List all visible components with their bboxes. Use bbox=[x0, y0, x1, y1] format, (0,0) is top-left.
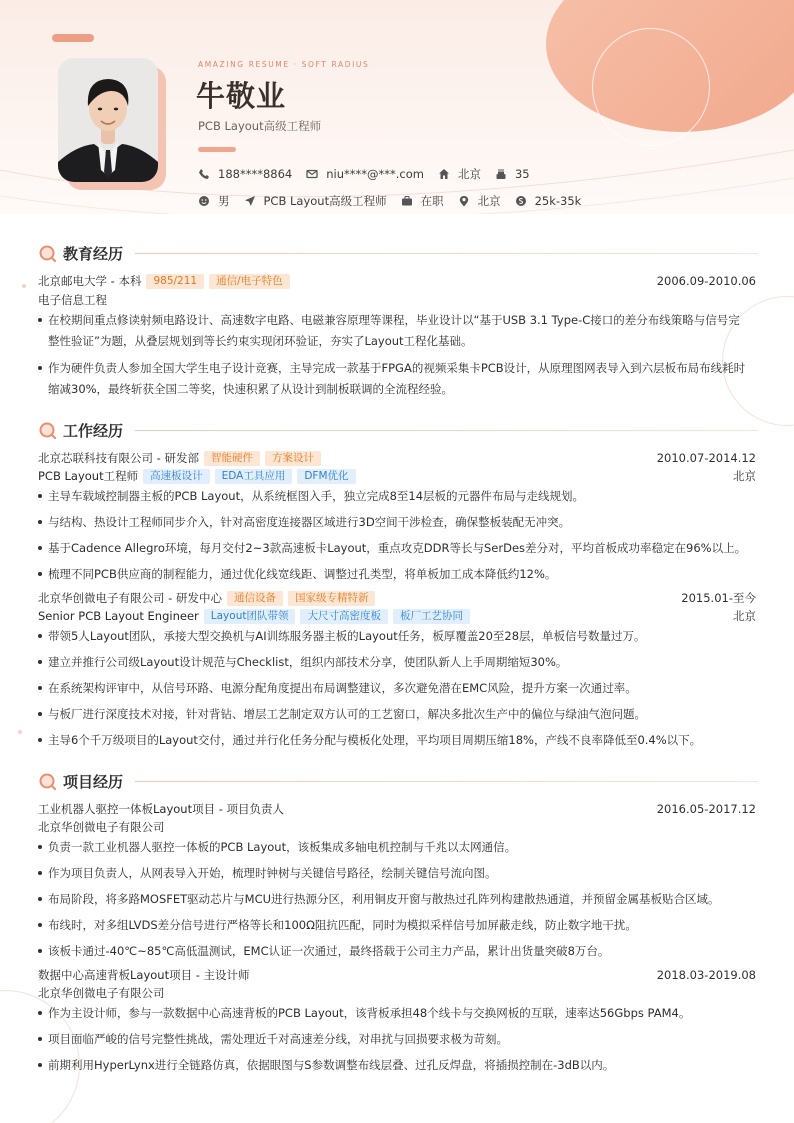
briefcase-icon bbox=[401, 195, 413, 207]
list-item: 布局阶段，将多路MOSFET驱动芯片与MCU进行热源分区，利用铜皮开窗与散热过孔阵列构建散热通道，并预留金属基板贴合区域。 bbox=[38, 889, 750, 910]
list-item: 在系统架构评审中，从信号环路、电源分配角度提出布局调整建议，多次避免潜在EMC风险，提升方案一次通过率。 bbox=[38, 678, 750, 699]
age-icon bbox=[495, 168, 507, 180]
list-item: 带领5人Layout团队，承接大型交换机与AI训练服务器主板的Layout任务，板厚覆盖20至28层，单板信号数量过万。 bbox=[38, 626, 750, 647]
list-item: 作为主设计师，参与一款数据中心高速背板的PCB Layout，该背板承担48个线卡与交换网板的互联，速率达56Gbps PAM4。 bbox=[38, 1003, 750, 1024]
skill-tag: 板厂工艺协同 bbox=[393, 609, 470, 624]
list-item: 基于Cadence Allegro环境，每月交付2~3款高速板卡Layout，重点攻克DDR等长与SerDes差分对，平均首板成功率稳定在96%以上。 bbox=[38, 538, 750, 559]
status-row bbox=[198, 193, 595, 209]
list-item: 主导6个千万级项目的Layout交付，通过并行化任务分配与模板化处理，平均项目周期压缩18%，产线不良率降低至0.4%以下。 bbox=[38, 730, 750, 751]
avatar bbox=[58, 58, 158, 182]
job-date: 2010.07-2014.12 bbox=[656, 451, 756, 465]
education-date: 2006.09-2010.06 bbox=[656, 274, 756, 288]
job-role-row bbox=[38, 608, 756, 624]
list-item: 主导车载域控制器主板的PCB Layout，从系统框图入手，独立完成8至14层板的元器件布局与走线规划。 bbox=[38, 486, 750, 507]
project-name: 工业机器人驱控一体板Layout项目 - 项目负责人 bbox=[38, 802, 285, 816]
list-item: 与板厂进行深度技术对接，针对背钻、增层工艺制定双方认可的工艺窗口，解决多批次生产中的偏位与绿油气泡问题。 bbox=[38, 704, 750, 725]
candidate-name: 牛敬业 bbox=[196, 79, 287, 113]
send-icon bbox=[244, 195, 256, 207]
project-date: 2018.03-2019.08 bbox=[656, 968, 756, 982]
skill-tag: Layout团队带领 bbox=[204, 609, 296, 624]
section-work-header bbox=[38, 420, 758, 440]
salary-text: 25k-35k bbox=[534, 194, 582, 208]
project-name: 数据中心高速背板Layout项目 - 主设计师 bbox=[38, 968, 250, 982]
project-date: 2016.05-2017.12 bbox=[656, 802, 756, 816]
major: 电子信息工程 bbox=[38, 293, 107, 307]
info-job-status bbox=[401, 193, 444, 209]
school-tag: 985/211 bbox=[146, 274, 204, 289]
section-magnifier-icon bbox=[38, 771, 58, 791]
section-divider bbox=[135, 253, 758, 254]
decorative-dot bbox=[22, 284, 26, 288]
job-role: PCB Layout工程师 bbox=[38, 469, 139, 483]
decorative-dot bbox=[18, 730, 22, 734]
info-phone bbox=[198, 167, 292, 181]
job-date: 2015.01-至今 bbox=[681, 591, 756, 605]
phone-icon bbox=[198, 168, 210, 180]
age-text: 35 bbox=[514, 167, 530, 181]
section-title: 教育经历 bbox=[63, 244, 124, 263]
list-item: 建立并推行公司级Layout设计规范与Checklist，组织内部技术分享，使团队新人上手周期缩短30%。 bbox=[38, 652, 750, 673]
list-item: 作为项目负责人，从网表导入开始，梳理时钟树与关键信号路径，绘制关键信号流向图。 bbox=[38, 863, 750, 884]
info-gender bbox=[198, 193, 230, 209]
home-icon bbox=[438, 168, 450, 180]
list-item: 梳理不同PCB供应商的制程能力，通过优化线宽线距、调整过孔类型，将单板加工成本降低约12%。 bbox=[38, 564, 750, 585]
info-age bbox=[495, 167, 530, 181]
project-header-row bbox=[38, 801, 756, 817]
list-item: 负责一款工业机器人驱控一体板的PCB Layout，该板集成多轴电机控制与千兆以太网通信。 bbox=[38, 837, 750, 858]
info-target-city bbox=[458, 193, 501, 209]
info-salary bbox=[515, 194, 582, 208]
company-name: 北京华创微电子有限公司 - 研发中心 bbox=[38, 591, 222, 605]
mail-icon bbox=[306, 168, 318, 180]
section-magnifier-icon bbox=[38, 243, 58, 263]
project-company: 北京华创微电子有限公司 bbox=[38, 820, 165, 834]
skill-tag: DFM优化 bbox=[297, 469, 355, 484]
list-item: 与结构、热设计工程师同步介入，针对高密度连接器区域进行3D空间干涉检查，确保整板装配无冲突。 bbox=[38, 512, 750, 533]
company-tag: 方案设计 bbox=[265, 451, 321, 466]
gender-text: 男 bbox=[218, 194, 230, 208]
contact-row bbox=[198, 166, 544, 182]
email-text: niu****@***.com bbox=[326, 167, 424, 181]
skill-tag: 大尺寸高密度板 bbox=[300, 609, 388, 624]
education-entry-header bbox=[38, 273, 756, 289]
section-title: 项目经历 bbox=[63, 772, 124, 791]
accent-bar bbox=[52, 34, 94, 42]
project-company: 北京华创微电子有限公司 bbox=[38, 986, 165, 1000]
company-tag: 智能硬件 bbox=[204, 451, 260, 466]
job-company-row bbox=[38, 590, 756, 606]
section-divider bbox=[135, 781, 758, 782]
target-role-text: PCB Layout高级工程师 bbox=[263, 194, 387, 208]
home-text: 北京 bbox=[457, 167, 481, 181]
job-city: 北京 bbox=[733, 609, 756, 623]
location-icon bbox=[458, 195, 470, 207]
salary-icon bbox=[515, 195, 527, 207]
school-name: 北京邮电大学 - 本科 bbox=[38, 274, 142, 288]
skill-tag: 高速板设计 bbox=[143, 469, 210, 484]
list-item: 前期利用HyperLynx进行全链路仿真，依据眼图与S参数调整布线层叠、过孔反焊盘，将插损控制在-3dB以内。 bbox=[38, 1055, 750, 1076]
company-name: 北京芯联科技有限公司 - 研发部 bbox=[38, 451, 199, 465]
phone-text: 188****8864 bbox=[218, 167, 293, 181]
section-title: 工作经历 bbox=[63, 421, 124, 440]
job-city: 北京 bbox=[733, 469, 756, 483]
avatar-portrait bbox=[58, 58, 158, 182]
target-city-text: 北京 bbox=[477, 194, 501, 208]
section-education-header bbox=[38, 243, 758, 263]
list-item: 布线时，对多组LVDS差分信号进行严格等长和100Ω阻抗匹配，同时为模拟采样信号加屏蔽走线，防止数字地干扰。 bbox=[38, 915, 750, 936]
info-email bbox=[306, 167, 424, 181]
list-item: 该板卡通过-40℃~85℃高低温测试，EMC认证一次通过，最终搭载于公司主力产品，累计出货量突破8万台。 bbox=[38, 941, 750, 962]
list-item: 项目面临严峻的信号完整性挑战，需处理近千对高速差分线，对串扰与回损要求极为苛刻。 bbox=[38, 1029, 750, 1050]
job-status-text: 在职 bbox=[420, 194, 444, 208]
info-target-role bbox=[244, 193, 387, 209]
section-projects-header bbox=[38, 771, 758, 791]
company-tag: 通信设备 bbox=[227, 591, 283, 606]
section-magnifier-icon bbox=[38, 420, 58, 440]
title-underline bbox=[198, 147, 236, 152]
gender-icon bbox=[198, 195, 210, 207]
section-divider bbox=[135, 430, 758, 431]
project-header-row bbox=[38, 967, 756, 983]
school-tag: 通信/电子特色 bbox=[209, 274, 290, 289]
info-home bbox=[438, 166, 481, 182]
list-item: 作为硬件负责人参加全国大学生电子设计竞赛，主导完成一款基于FPGA的视频采集卡PCB设计，从原理图网表导入到六层板布局布线耗时缩减30%，最终斩获全国二等奖，快速积累了从设计到制板联调的全流程经验。 bbox=[38, 358, 750, 400]
skill-tag: EDA工具应用 bbox=[215, 469, 293, 484]
job-company-row bbox=[38, 450, 756, 466]
job-role-row bbox=[38, 468, 756, 484]
job-role: Senior PCB Layout Engineer bbox=[38, 609, 199, 623]
brand-tagline: AMAZING RESUME · SOFT RADIUS bbox=[198, 60, 370, 69]
list-item: 在校期间重点修读射频电路设计、高速数字电路、电磁兼容原理等课程，毕业设计以“基于USB 3.1 Type-C接口的差分布线策略与信号完整性验证”为题，从叠层规划到等长约束实现闭环验证，夯实了Layout工程化基础。 bbox=[38, 310, 750, 352]
company-tag: 国家级专精特新 bbox=[288, 591, 376, 606]
job-title: PCB Layout高级工程师 bbox=[198, 119, 322, 133]
